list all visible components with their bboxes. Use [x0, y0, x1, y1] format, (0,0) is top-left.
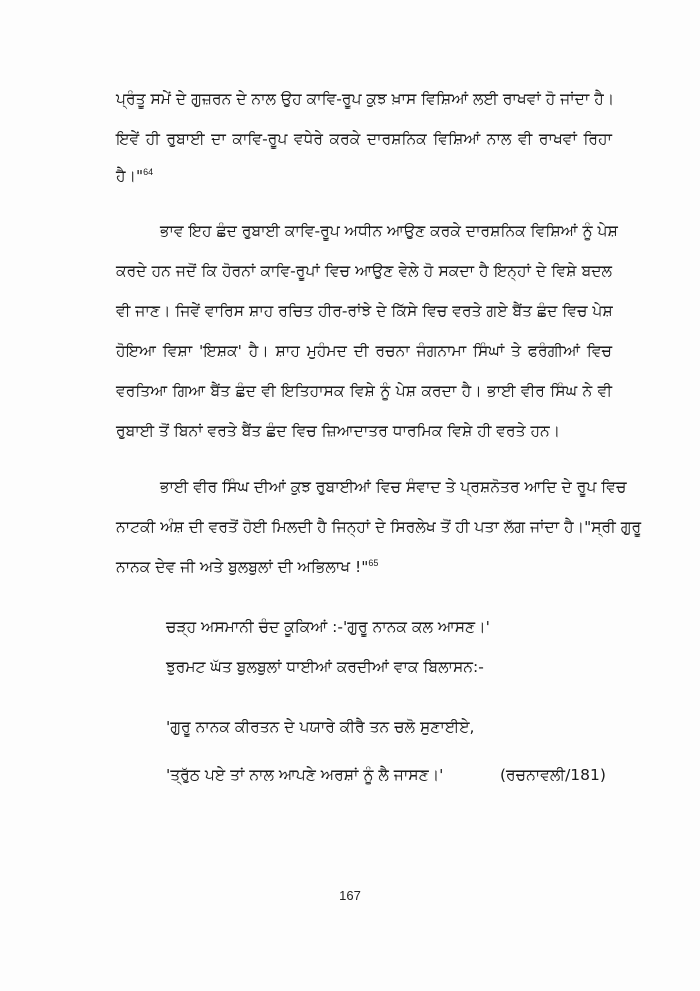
verse-line-3: 'ਗੁਰੂ ਨਾਨਕ ਕੀਰਤਨ ਦੇ ਪਯਾਰੇ ਕੀਰੈ ਤਨ ਚਲੋ ਸੁਣਾਈਏ, — [166, 718, 475, 736]
paragraph-1-line-3-text: ਹੈ।" — [116, 167, 144, 185]
paragraph-1-line-2: ਇਵੇਂ ਹੀ ਰੁਬਾਈ ਦਾ ਕਾਵਿ-ਰੂਪ ਵਧੇਰੇ ਕਰਕੇ ਦਾਰਸ਼ਨਿਕ ਵਿਸ਼ਿਆਂ ਨਾਲ ਵੀ ਰਾਖਵਾਂ ਰਿਹਾ — [116, 130, 612, 148]
footnote-ref-64[interactable]: 64 — [143, 166, 154, 177]
paragraph-2-line-2: ਕਰਦੇ ਹਨ ਜਦੋਂ ਕਿ ਹੋਰਨਾਂ ਕਾਵਿ-ਰੂਪਾਂ ਵਿਚ ਆਉਣ ਵੇਲੇ ਹੋ ਸਕਦਾ ਹੈ ਇਨ੍ਹਾਂ ਦੇ ਵਿਸ਼ੇ ਬਦਲ — [116, 262, 612, 280]
footnote-ref-65[interactable]: 65 — [368, 557, 379, 568]
paragraph-2-line-3: ਵੀ ਜਾਣ। ਜਿਵੇਂ ਵਾਰਿਸ ਸ਼ਾਹ ਰਚਿਤ ਹੀਰ-ਰਾਂਝੇ ਦੇ ਕਿੱਸੇ ਵਿਚ ਵਰਤੇ ਗਏ ਬੈਂਤ ਛੰਦ ਵਿਚ ਪੇਸ਼ — [116, 302, 613, 320]
verse-line-4: 'ਤ੍ਰੁੱਠ ਪਏ ਤਾਂ ਨਾਲ ਆਪਣੇ ਅਰਸ਼ਾਂ ਨੂੰ ਲੈ ਜਾਸਣ।' — [166, 766, 444, 784]
page-number: 167 — [339, 888, 361, 903]
paragraph-2-line-5: ਵਰਤਿਆ ਗਿਆ ਬੈਂਤ ਛੰਦ ਵੀ ਇਤਿਹਾਸਕ ਵਿਸ਼ੇ ਨੂੰ ਪੇਸ਼ ਕਰਦਾ ਹੈ। ਭਾਈ ਵੀਰ ਸਿੰਘ ਨੇ ਵੀ — [116, 382, 612, 400]
paragraph-3-line-2: ਨਾਟਕੀ ਅੰਸ਼ ਦੀ ਵਰਤੋਂ ਹੋਈ ਮਿਲਦੀ ਹੈ ਜਿਨ੍ਹਾਂ ਦੇ ਸਿਰਲੇਖ ਤੋਂ ਹੀ ਪਤਾ ਲੱਗ ਜਾਂਦਾ ਹੈ।"ਸ੍ਰੀ ਗੁਰੂ — [116, 518, 642, 536]
paragraph-3-line-3 — [116, 557, 612, 577]
paragraph-3-line-1: ਭਾਈ ਵੀਰ ਸਿੰਘ ਦੀਆਂ ਕੁਝ ਰੁਬਾਈਆਂ ਵਿਚ ਸੰਵਾਦ ਤੇ ਪ੍ਰਸ਼ਨੋਤਰ ਆਦਿ ਦੇ ਰੂਪ ਵਿਚ — [160, 478, 627, 496]
paragraph-2-line-1: ਭਾਵ ਇਹ ਛੰਦ ਰੁਬਾਈ ਕਾਵਿ-ਰੂਪ ਅਧੀਨ ਆਉਣ ਕਰਕੇ ਦਾਰਸ਼ਨਿਕ ਵਿਸ਼ਿਆਂ ਨੂੰ ਪੇਸ਼ — [160, 222, 618, 240]
verse-line-1: ਚੜ੍ਹ ਅਸਮਾਨੀ ਚੰਦ ਕੂਕਿਆਂ :-'ਗੁਰੂ ਨਾਨਕ ਕਲ ਆਸਣ।' — [166, 618, 490, 636]
paragraph-1-line-3 — [116, 166, 612, 186]
paragraph-2-line-4: ਹੋਇਆ ਵਿਸ਼ਾ 'ਇਸ਼ਕ' ਹੈ। ਸ਼ਾਹ ਮੁਹੰਮਦ ਦੀ ਰਚਨਾ ਜੰਗਨਾਮਾ ਸਿੰਘਾਂ ਤੇ ਫਰੰਗੀਆਂ ਵਿਚ — [116, 342, 612, 360]
citation: (ਰਚਨਾਵਲੀ/181) — [500, 766, 606, 784]
paragraph-3-line-3-text: ਨਾਨਕ ਦੇਵ ਜੀ ਅਤੇ ਬੁਲਬੁਲਾਂ ਦੀ ਅਭਿਲਾਖ !" — [116, 558, 369, 576]
verse-line-2: ਝੁਰਮਟ ਘੱਤ ਬੁਲਬੁਲਾਂ ਧਾਈਆਂ ਕਰਦੀਆਂ ਵਾਕ ਬਿਲਾਸਨ:- — [166, 658, 484, 676]
paragraph-1-line-1: ਪ੍ਰੰਤੂ ਸਮੇਂ ਦੇ ਗੁਜ਼ਰਨ ਦੇ ਨਾਲ ਉਹ ਕਾਵਿ-ਰੂਪ ਕੁਝ ਖ਼ਾਸ ਵਿਸ਼ਿਆਂ ਲਈ ਰਾਖਵਾਂ ਹੋ ਜਾਂਦਾ ਹੈ। — [116, 90, 615, 108]
paragraph-2-line-6: ਰੁਬਾਈ ਤੋਂ ਬਿਨਾਂ ਵਰਤੇ ਬੈਂਤ ਛੰਦ ਵਿਚ ਜ਼ਿਆਦਾਤਰ ਧਾਰਮਿਕ ਵਿਸ਼ੇ ਹੀ ਵਰਤੇ ਹਨ। — [116, 422, 561, 440]
